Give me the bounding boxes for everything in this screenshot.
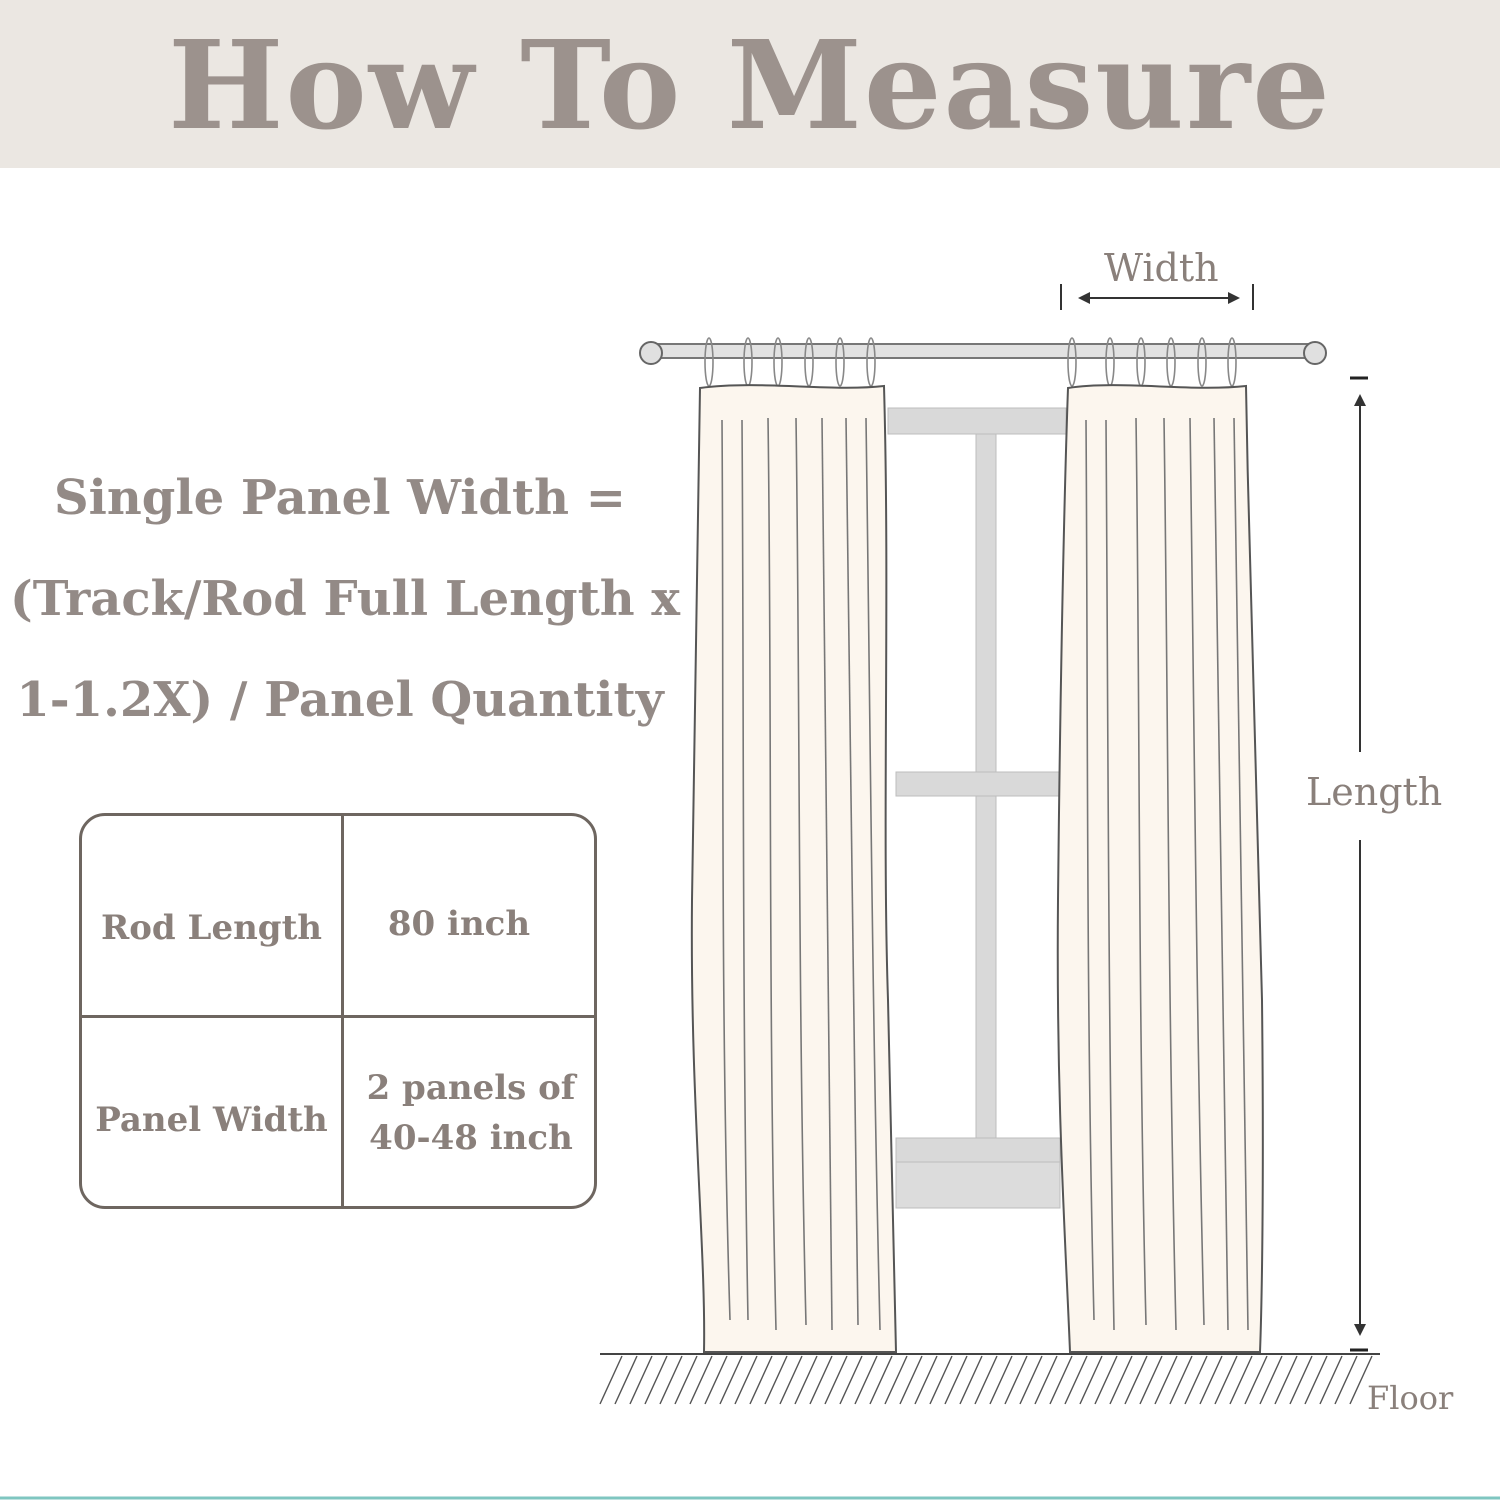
length-label: Length [1306,770,1443,814]
width-label: Width [1104,246,1219,290]
floor-hatching [600,1354,1380,1404]
curtain-rod [640,342,1326,364]
formula-line: 1-1.2X) / Panel Quantity [16,672,664,728]
formula-line: (Track/Rod Full Length x [10,571,680,627]
table-cell-line: 2 panels of [366,1067,576,1108]
table-cell-rod-length-label: Rod Length [101,907,322,948]
table-cell-line: 40-48 inch [369,1117,573,1158]
floor-label: Floor [1367,1379,1454,1417]
length-dimension-arrow [1350,378,1368,1350]
window-frame [888,408,1066,1208]
table-cell-panel-width-label: Panel Width [95,1099,328,1140]
left-curtain-panel [692,338,896,1352]
formula-line: Single Panel Width = [54,470,626,526]
table-cell-rod-length-value: 80 inch [387,903,531,944]
page-title: How To Measure [168,13,1332,157]
right-curtain-panel [1058,338,1263,1352]
